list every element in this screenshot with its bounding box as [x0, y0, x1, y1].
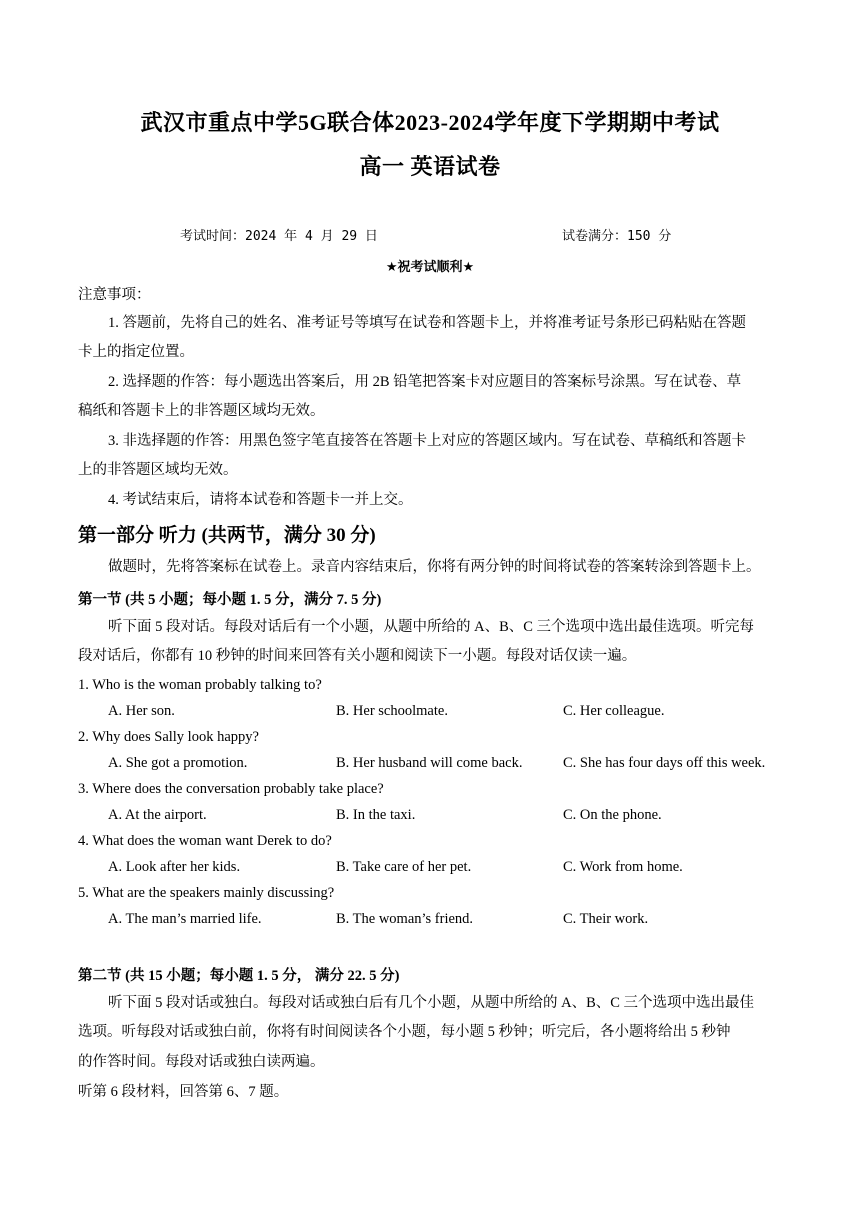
notes-heading: 注意事项：: [78, 287, 151, 303]
question-4-option-b: B. Take care of her pet.: [336, 859, 472, 875]
section2-intro-line-3: 的作答时间。每段对话或独白读两遍。: [78, 1054, 325, 1070]
note-2-line-2: 稿纸和答题卡上的非答题区域均无效。: [78, 403, 325, 419]
question-2-option-c: C. She has four days off this week.: [563, 755, 766, 771]
exam-title: 武汉市重点中学5G联合体2023-2024学年度下学期期中考试: [140, 110, 720, 135]
full-score: 试卷满分：150 分: [562, 229, 672, 244]
question-4-option-a: A. Look after her kids.: [108, 859, 241, 875]
section2-intro-line-2: 选项。听每段对话或独白前，你将有时间阅读各个小题，每小题 5 秒钟；听完后，各小题将给出 5 秒钟: [78, 1024, 731, 1040]
question-5: 5. What are the speakers mainly discussing?: [78, 885, 335, 901]
part1-heading: 第一部分 听力 (共两节，满分 30 分): [78, 525, 376, 546]
section1-intro-line-1: 听下面 5 段对话。每段对话后有一个小题，从题中所给的 A、B、C 三个选项中选出最佳选项。听完每: [108, 619, 755, 635]
note-1-line-1: 1. 答题前，先将自己的姓名、准考证号等填写在试卷和答题卡上，并将准考证号条形已码粘贴在答题: [108, 315, 746, 331]
question-4-option-c: C. Work from home.: [563, 859, 683, 875]
note-1-line-2: 卡上的指定位置。: [78, 344, 194, 360]
question-5-option-b: B. The woman’s friend.: [336, 911, 474, 927]
section2-heading: 第二节 (共 15 小题；每小题 1. 5 分， 满分 22. 5 分): [78, 968, 400, 984]
question-3-option-b: B. In the taxi.: [336, 807, 416, 823]
question-5-option-a: A. The man’s married life.: [108, 911, 262, 927]
note-4: 4. 考试结束后，请将本试卷和答题卡一并上交。: [108, 492, 413, 508]
question-4: 4. What does the woman want Derek to do?: [78, 833, 332, 849]
exam-time: 考试时间：2024 年 4 月 29 日: [180, 229, 378, 244]
question-5-option-c: C. Their work.: [563, 911, 649, 927]
question-3-option-c: C. On the phone.: [563, 807, 662, 823]
exam-subtitle: 高一 英语试卷: [359, 154, 501, 179]
question-3: 3. Where does the conversation probably take place?: [78, 781, 384, 797]
note-3-line-2: 上的非答题区域均无效。: [78, 462, 238, 478]
question-1-option-c: C. Her colleague.: [563, 703, 665, 719]
section2-intro-line-1: 听下面 5 段对话或独白。每段对话或独白后有几个小题，从题中所给的 A、B、C 三个选项中选出最佳: [108, 995, 755, 1011]
question-3-option-a: A. At the airport.: [108, 807, 207, 823]
part1-intro: 做题时，先将答案标在试卷上。录音内容结束后，你将有两分钟的时间将试卷的答案转涂到答题卡上。: [108, 559, 761, 575]
question-2: 2. Why does Sally look happy?: [78, 729, 259, 745]
question-2-option-a: A. She got a promotion.: [108, 755, 248, 771]
section1-heading: 第一节 (共 5 小题；每小题 1. 5 分，满分 7. 5 分): [78, 592, 382, 608]
note-3-line-1: 3. 非选择题的作答：用黑色签字笔直接答在答题卡上对应的答题区域内。写在试卷、草稿纸和答题卡: [108, 433, 746, 449]
question-2-option-b: B. Her husband will come back.: [336, 755, 523, 771]
note-2-line-1: 2. 选择题的作答：每小题选出答案后，用 2B 铅笔把答案卡对应题目的答案标号涂黑。写在试卷、草: [108, 374, 742, 390]
question-1: 1. Who is the woman probably talking to?: [78, 677, 322, 693]
good-luck-wish: ★祝考试顺利★: [385, 260, 475, 275]
section1-intro-line-2: 段对话后，你都有 10 秒钟的时间来回答有关小题和阅读下一小题。每段对话仅读一遍。: [78, 648, 637, 664]
question-1-option-a: A. Her son.: [108, 703, 175, 719]
material-6-instruction: 听第 6 段材料，回答第 6、7 题。: [78, 1084, 289, 1100]
question-1-option-b: B. Her schoolmate.: [336, 703, 448, 719]
